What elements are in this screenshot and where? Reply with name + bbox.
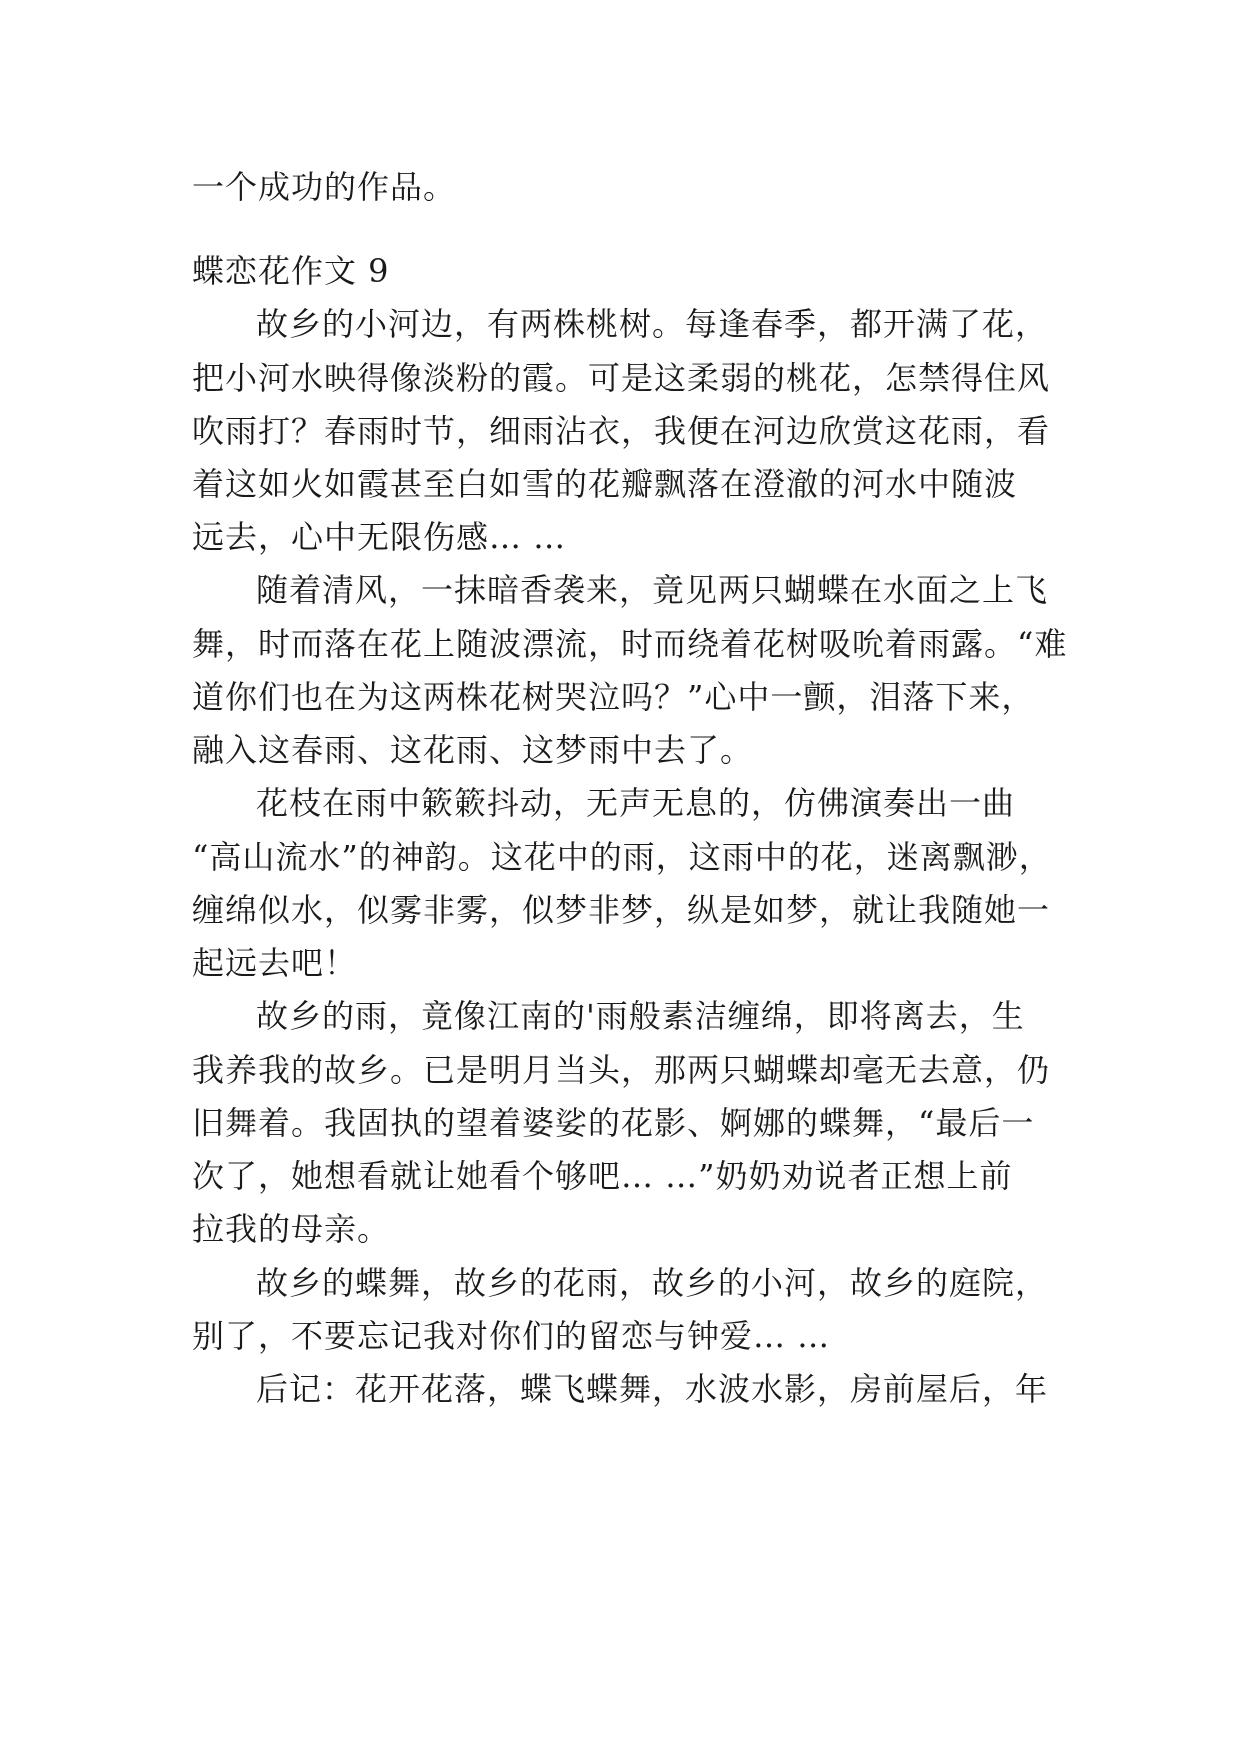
text-line: 一个成功的作品。 xyxy=(192,168,457,206)
text-line: 我养我的故乡。已是明月当头，那两只蝴蝶却毫无去意，仍 xyxy=(192,1051,1051,1089)
text-line: 拉我的母亲。 xyxy=(192,1210,391,1248)
text-line: 舞，时而落在花上随波漂流，时而绕着花树吸吮着雨露。“难 xyxy=(192,625,1068,663)
text-line: 故乡的小河边，有两株桃树。每逢春季，都开满了花， xyxy=(256,305,1049,343)
text-line: 次了，她想看就让她看个够吧… …”奶奶劝说者正想上前 xyxy=(192,1157,1013,1195)
section-title: 蝶恋花作文 9 xyxy=(192,252,390,290)
text-line: 花枝在雨中簌簌抖动，无声无息的，仿佛演奏出一曲 xyxy=(256,784,1016,822)
text-line: 故乡的蝶舞，故乡的花雨，故乡的小河，故乡的庭院， xyxy=(256,1264,1049,1302)
text-line: 融入这春雨、这花雨、这梦雨中去了。 xyxy=(192,731,754,769)
text-line: 道你们也在为这两株花树哭泣吗？”心中一颤，泪落下来， xyxy=(192,678,1035,716)
text-line: 远去，心中无限伤感… … xyxy=(192,518,567,556)
text-line: 起远去吧！ xyxy=(192,944,358,982)
text-line: 旧舞着。我固执的望着婆娑的花影、婀娜的蝶舞，“最后一 xyxy=(192,1104,1035,1142)
text-line: 别了，不要忘记我对你们的留恋与钟爱… … xyxy=(192,1317,831,1355)
text-line: 把小河水映得像淡粉的霞。可是这柔弱的桃花，怎禁得住风 xyxy=(192,359,1051,397)
text-line: “高山流水”的神韵。这花中的雨，这雨中的花，迷离飘渺， xyxy=(192,838,1052,876)
text-line: 吹雨打？春雨时节，细雨沾衣，我便在河边欣赏这花雨，看 xyxy=(192,412,1051,450)
text-line: 后记：花开花落，蝶飞蝶舞，水波水影，房前屋后，年 xyxy=(256,1370,1049,1408)
text-line: 随着清风，一抹暗香袭来，竟见两只蝴蝶在水面之上飞 xyxy=(256,571,1049,609)
text-line: 缠绵似水，似雾非雾，似梦非梦，纵是如梦，就让我随她一 xyxy=(192,891,1051,929)
text-line: 故乡的雨，竟像江南的'雨般素洁缠绵，即将离去，生 xyxy=(256,997,1025,1035)
text-line: 着这如火如霞甚至白如雪的花瓣飘落在澄澈的河水中随波 xyxy=(192,465,1018,503)
